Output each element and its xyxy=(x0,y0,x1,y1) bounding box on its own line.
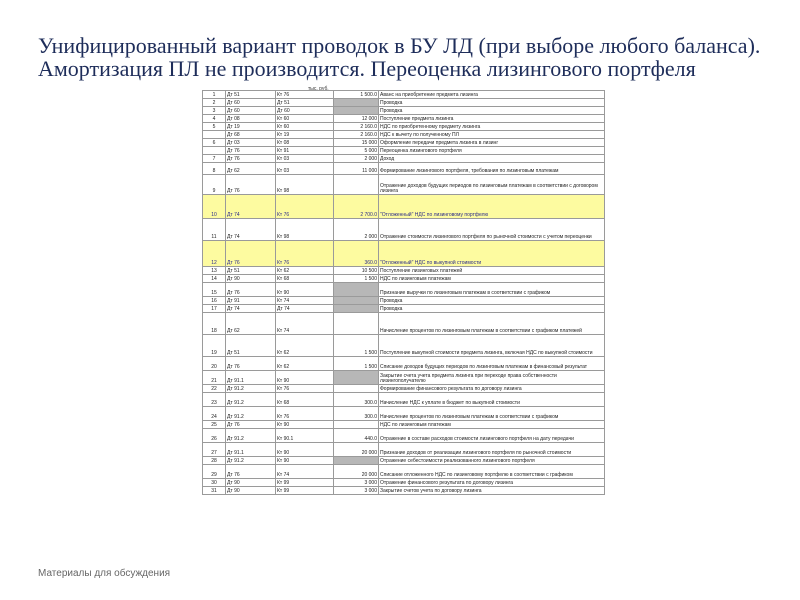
description-cell: НДС по лизинговым платежам xyxy=(379,275,605,283)
amount-cell: 360.0 xyxy=(334,241,379,267)
row-number-cell: 28 xyxy=(203,457,226,465)
row-number-cell: 17 xyxy=(203,305,226,313)
description-cell: НДС к вычету по полученному ПЛ xyxy=(379,131,605,139)
credit-account-cell: Кт 98 xyxy=(276,175,334,195)
table-row xyxy=(203,429,605,443)
debit-account-cell: Дт 60 xyxy=(226,99,276,107)
description-cell: НДС по лизинговым платежам xyxy=(379,421,605,429)
debit-account-cell: Дт 03 xyxy=(226,139,276,147)
description-cell: Отражение в составе расходов стоимости лизингового портфеля на дату передачи xyxy=(379,429,605,443)
row-number-cell xyxy=(203,147,226,155)
table-row xyxy=(203,131,605,139)
credit-account-cell: Кт 62 xyxy=(276,335,334,357)
row-number-cell: 22 xyxy=(203,385,226,393)
description-cell: "Отложенный" НДС по выкупной стоимости xyxy=(379,241,605,267)
description-cell: Отражение финансового результата по договору лизинга xyxy=(379,479,605,487)
debit-account-cell: Дт 90 xyxy=(226,479,276,487)
amount-cell: 15 000 xyxy=(334,139,379,147)
description-cell: Признание выручки по лизинговым платежам в соответствии с графиком xyxy=(379,283,605,297)
row-number-cell: 24 xyxy=(203,407,226,421)
credit-account-cell: Кт 68 xyxy=(276,393,334,407)
amount-cell: 12 000 xyxy=(334,115,379,123)
debit-account-cell: Дт 91.2 xyxy=(226,393,276,407)
credit-account-cell: Кт 08 xyxy=(276,139,334,147)
description-cell: Начисление процентов по лизинговым платежам в соответствии с графиком xyxy=(379,407,605,421)
amount-cell xyxy=(334,99,379,107)
row-number-cell: 6 xyxy=(203,139,226,147)
row-number-cell: 18 xyxy=(203,313,226,335)
debit-account-cell: Дт 91.2 xyxy=(226,385,276,393)
credit-account-cell: Кт 76 xyxy=(276,91,334,99)
description-cell: Аванс на приобретение предмета лизинга xyxy=(379,91,605,99)
debit-account-cell: Дт 62 xyxy=(226,163,276,175)
debit-account-cell: Дт 76 xyxy=(226,465,276,479)
debit-account-cell: Дт 91.2 xyxy=(226,457,276,465)
amount-cell: 2 000 xyxy=(334,155,379,163)
debit-account-cell: Дт 08 xyxy=(226,115,276,123)
description-cell: Закрытие счета учета предмета лизинга при переходе права собственности лизингополучателю xyxy=(379,371,605,385)
table-row xyxy=(203,107,605,115)
debit-account-cell: Дт 90 xyxy=(226,275,276,283)
credit-account-cell: Кт 90 xyxy=(276,371,334,385)
credit-account-cell: Кт 90.1 xyxy=(276,429,334,443)
table-row xyxy=(203,297,605,305)
row-number-cell: 9 xyxy=(203,175,226,195)
debit-account-cell: Дт 19 xyxy=(226,123,276,131)
debit-account-cell: Дт 76 xyxy=(226,283,276,297)
ledger-table xyxy=(202,90,605,495)
description-cell: Отражение себестоимости реализованного лизингового портфеля xyxy=(379,457,605,465)
debit-account-cell: Дт 68 xyxy=(226,131,276,139)
table-row xyxy=(203,175,605,195)
row-number-cell: 26 xyxy=(203,429,226,443)
table-row xyxy=(203,241,605,267)
table-row xyxy=(203,305,605,313)
amount-cell: 10 500 xyxy=(334,267,379,275)
row-number-cell: 21 xyxy=(203,371,226,385)
amount-cell: 1 500 xyxy=(334,275,379,283)
table-row xyxy=(203,147,605,155)
credit-account-cell: Кт 19 xyxy=(276,131,334,139)
credit-account-cell: Дт 74 xyxy=(276,305,334,313)
table-row xyxy=(203,385,605,393)
ledger-table-body xyxy=(203,91,605,495)
description-cell: Доход xyxy=(379,155,605,163)
amount-cell: 1 500.0 xyxy=(334,91,379,99)
debit-account-cell: Дт 76 xyxy=(226,175,276,195)
table-row xyxy=(203,421,605,429)
table-row xyxy=(203,219,605,241)
credit-account-cell: Кт 90 xyxy=(276,283,334,297)
amount-cell xyxy=(334,421,379,429)
row-number-cell: 25 xyxy=(203,421,226,429)
ledger-table-container xyxy=(202,90,604,495)
table-row xyxy=(203,313,605,335)
amount-cell xyxy=(334,313,379,335)
amount-cell: 3 000 xyxy=(334,479,379,487)
table-row xyxy=(203,195,605,219)
debit-account-cell: Дт 76 xyxy=(226,241,276,267)
amount-cell: 1 500 xyxy=(334,335,379,357)
credit-account-cell: Кт 76 xyxy=(276,385,334,393)
row-number-cell: 16 xyxy=(203,297,226,305)
debit-account-cell: Дт 91.2 xyxy=(226,429,276,443)
debit-account-cell: Дт 91.1 xyxy=(226,371,276,385)
amount-cell xyxy=(334,175,379,195)
amount-cell: 5 000 xyxy=(334,147,379,155)
credit-account-cell: Кт 90 xyxy=(276,421,334,429)
row-number-cell: 30 xyxy=(203,479,226,487)
amount-cell xyxy=(334,457,379,465)
credit-account-cell: Кт 60 xyxy=(276,123,334,131)
credit-account-cell: Кт 62 xyxy=(276,267,334,275)
debit-account-cell: Дт 90 xyxy=(226,487,276,495)
row-number-cell: 12 xyxy=(203,241,226,267)
debit-account-cell: Дт 60 xyxy=(226,107,276,115)
description-cell: НДС по приобретенному предмету лизинга xyxy=(379,123,605,131)
credit-account-cell: Кт 98 xyxy=(276,219,334,241)
debit-account-cell: Дт 91.2 xyxy=(226,407,276,421)
table-row xyxy=(203,91,605,99)
description-cell: Признание доходов от реализации лизингового портфеля по рыночной стоимости xyxy=(379,443,605,457)
credit-account-cell: Кт 90 xyxy=(276,443,334,457)
description-cell: Проводка xyxy=(379,305,605,313)
row-number-cell: 1 xyxy=(203,91,226,99)
credit-account-cell: Кт 62 xyxy=(276,357,334,371)
credit-account-cell: Кт 76 xyxy=(276,241,334,267)
table-row xyxy=(203,487,605,495)
description-cell: Проводка xyxy=(379,107,605,115)
row-number-cell: 2 xyxy=(203,99,226,107)
row-number-cell: 13 xyxy=(203,267,226,275)
amount-cell: 1 500 xyxy=(334,357,379,371)
table-row xyxy=(203,99,605,107)
credit-account-cell: Кт 74 xyxy=(276,313,334,335)
credit-account-cell: Кт 74 xyxy=(276,297,334,305)
table-row xyxy=(203,357,605,371)
debit-account-cell: Дт 91.1 xyxy=(226,443,276,457)
row-number-cell: 7 xyxy=(203,155,226,163)
debit-account-cell: Дт 51 xyxy=(226,91,276,99)
debit-account-cell: Дт 91 xyxy=(226,297,276,305)
amount-cell xyxy=(334,385,379,393)
row-number-cell: 10 xyxy=(203,195,226,219)
debit-account-cell: Дт 76 xyxy=(226,155,276,163)
amount-cell: 2 000 xyxy=(334,219,379,241)
debit-account-cell: Дт 76 xyxy=(226,421,276,429)
row-number-cell: 19 xyxy=(203,335,226,357)
description-cell: Начисление процентов по лизинговым платежам в соответствии с графиком платежей xyxy=(379,313,605,335)
row-number-cell: 23 xyxy=(203,393,226,407)
row-number-cell: 31 xyxy=(203,487,226,495)
row-number-cell: 11 xyxy=(203,219,226,241)
description-cell: Переоценка лизингового портфеля xyxy=(379,147,605,155)
credit-account-cell: Дт 51 xyxy=(276,99,334,107)
row-number-cell: 3 xyxy=(203,107,226,115)
credit-account-cell: Кт 60 xyxy=(276,115,334,123)
amount-cell xyxy=(334,305,379,313)
table-row xyxy=(203,267,605,275)
credit-account-cell: Кт 99 xyxy=(276,487,334,495)
amount-cell: 300.0 xyxy=(334,407,379,421)
description-cell: Поступление предмета лизинга xyxy=(379,115,605,123)
credit-account-cell: Кт 76 xyxy=(276,407,334,421)
row-number-cell: 5 xyxy=(203,123,226,131)
amount-cell: 11 000 xyxy=(334,163,379,175)
table-row xyxy=(203,371,605,385)
description-cell: Проводка xyxy=(379,297,605,305)
debit-account-cell: Дт 76 xyxy=(226,147,276,155)
credit-account-cell: Кт 68 xyxy=(276,275,334,283)
debit-account-cell: Дт 74 xyxy=(226,219,276,241)
description-cell: Формирование лизингового портфеля, требования по лизинговым платежам xyxy=(379,163,605,175)
description-cell: Оформление передачи предмета лизинга в лизинг xyxy=(379,139,605,147)
debit-account-cell: Дт 51 xyxy=(226,267,276,275)
row-number-cell: 20 xyxy=(203,357,226,371)
credit-account-cell: Кт 91 xyxy=(276,147,334,155)
table-row xyxy=(203,407,605,421)
amount-cell xyxy=(334,107,379,115)
amount-cell: 20 000 xyxy=(334,465,379,479)
credit-account-cell: Кт 03 xyxy=(276,163,334,175)
amount-cell xyxy=(334,283,379,297)
amount-cell: 20 000 xyxy=(334,443,379,457)
amount-cell: 2 700.0 xyxy=(334,195,379,219)
description-cell: Отражение доходов будущих периодов по лизинговым платежам в соответствии с договором лизинга xyxy=(379,175,605,195)
amount-cell: 2 160.0 xyxy=(334,131,379,139)
description-cell: Начисление НДС к уплате в бюджет по выкупной стоимости xyxy=(379,393,605,407)
amount-cell: 2 160.0 xyxy=(334,123,379,131)
footer-note: Материалы для обсуждения xyxy=(38,568,171,579)
description-cell: Списание отложенного НДС по лизинговому портфелю в соответствии с графиком xyxy=(379,465,605,479)
table-row xyxy=(203,123,605,131)
table-row xyxy=(203,335,605,357)
credit-account-cell: Дт 60 xyxy=(276,107,334,115)
table-row xyxy=(203,139,605,147)
row-number-cell: 4 xyxy=(203,115,226,123)
amount-cell: 300.0 xyxy=(334,393,379,407)
description-cell: Поступление лизинговых платежей xyxy=(379,267,605,275)
description-cell: Поступление выкупной стоимости предмета лизинга, включая НДС по выкупной стоимости xyxy=(379,335,605,357)
description-cell: Отражение стоимости лизингового портфеля по рыночной стоимости с учетом переоценки xyxy=(379,219,605,241)
table-row xyxy=(203,283,605,297)
row-number-cell: 8 xyxy=(203,163,226,175)
amount-cell: 3 000 xyxy=(334,487,379,495)
credit-account-cell: Кт 74 xyxy=(276,465,334,479)
credit-account-cell: Кт 99 xyxy=(276,479,334,487)
debit-account-cell: Дт 62 xyxy=(226,313,276,335)
description-cell: Формирование финансового результата по договору лизинга xyxy=(379,385,605,393)
description-cell: "Отложенный" НДС по лизинговому портфелю xyxy=(379,195,605,219)
table-row xyxy=(203,443,605,457)
table-row xyxy=(203,275,605,283)
table-row xyxy=(203,163,605,175)
row-number-cell: 15 xyxy=(203,283,226,297)
table-row xyxy=(203,465,605,479)
debit-account-cell: Дт 51 xyxy=(226,335,276,357)
table-units-caption: тыс. руб. xyxy=(308,86,329,92)
table-row xyxy=(203,393,605,407)
description-cell: Проводка xyxy=(379,99,605,107)
amount-cell: 440.0 xyxy=(334,429,379,443)
credit-account-cell: Кт 76 xyxy=(276,195,334,219)
row-number-cell: 14 xyxy=(203,275,226,283)
credit-account-cell: Кт 90 xyxy=(276,457,334,465)
row-number-cell: 27 xyxy=(203,443,226,457)
amount-cell xyxy=(334,297,379,305)
table-row xyxy=(203,457,605,465)
table-row xyxy=(203,479,605,487)
row-number-cell: 29 xyxy=(203,465,226,479)
row-number-cell xyxy=(203,131,226,139)
debit-account-cell: Дт 76 xyxy=(226,357,276,371)
description-cell: Списание доходов будущих периодов по лизинговым платежам в финансовый результат xyxy=(379,357,605,371)
slide-title: Унифицированный вариант проводок в БУ ЛД (при выборе любого баланса). Амортизация ПЛ не производится. Переоценка лизингового портфеля xyxy=(38,33,761,81)
debit-account-cell: Дт 74 xyxy=(226,305,276,313)
debit-account-cell: Дт 74 xyxy=(226,195,276,219)
description-cell: Закрытие счетов учета по договору лизинга xyxy=(379,487,605,495)
credit-account-cell: Кт 03 xyxy=(276,155,334,163)
table-row xyxy=(203,155,605,163)
table-row xyxy=(203,115,605,123)
amount-cell xyxy=(334,371,379,385)
